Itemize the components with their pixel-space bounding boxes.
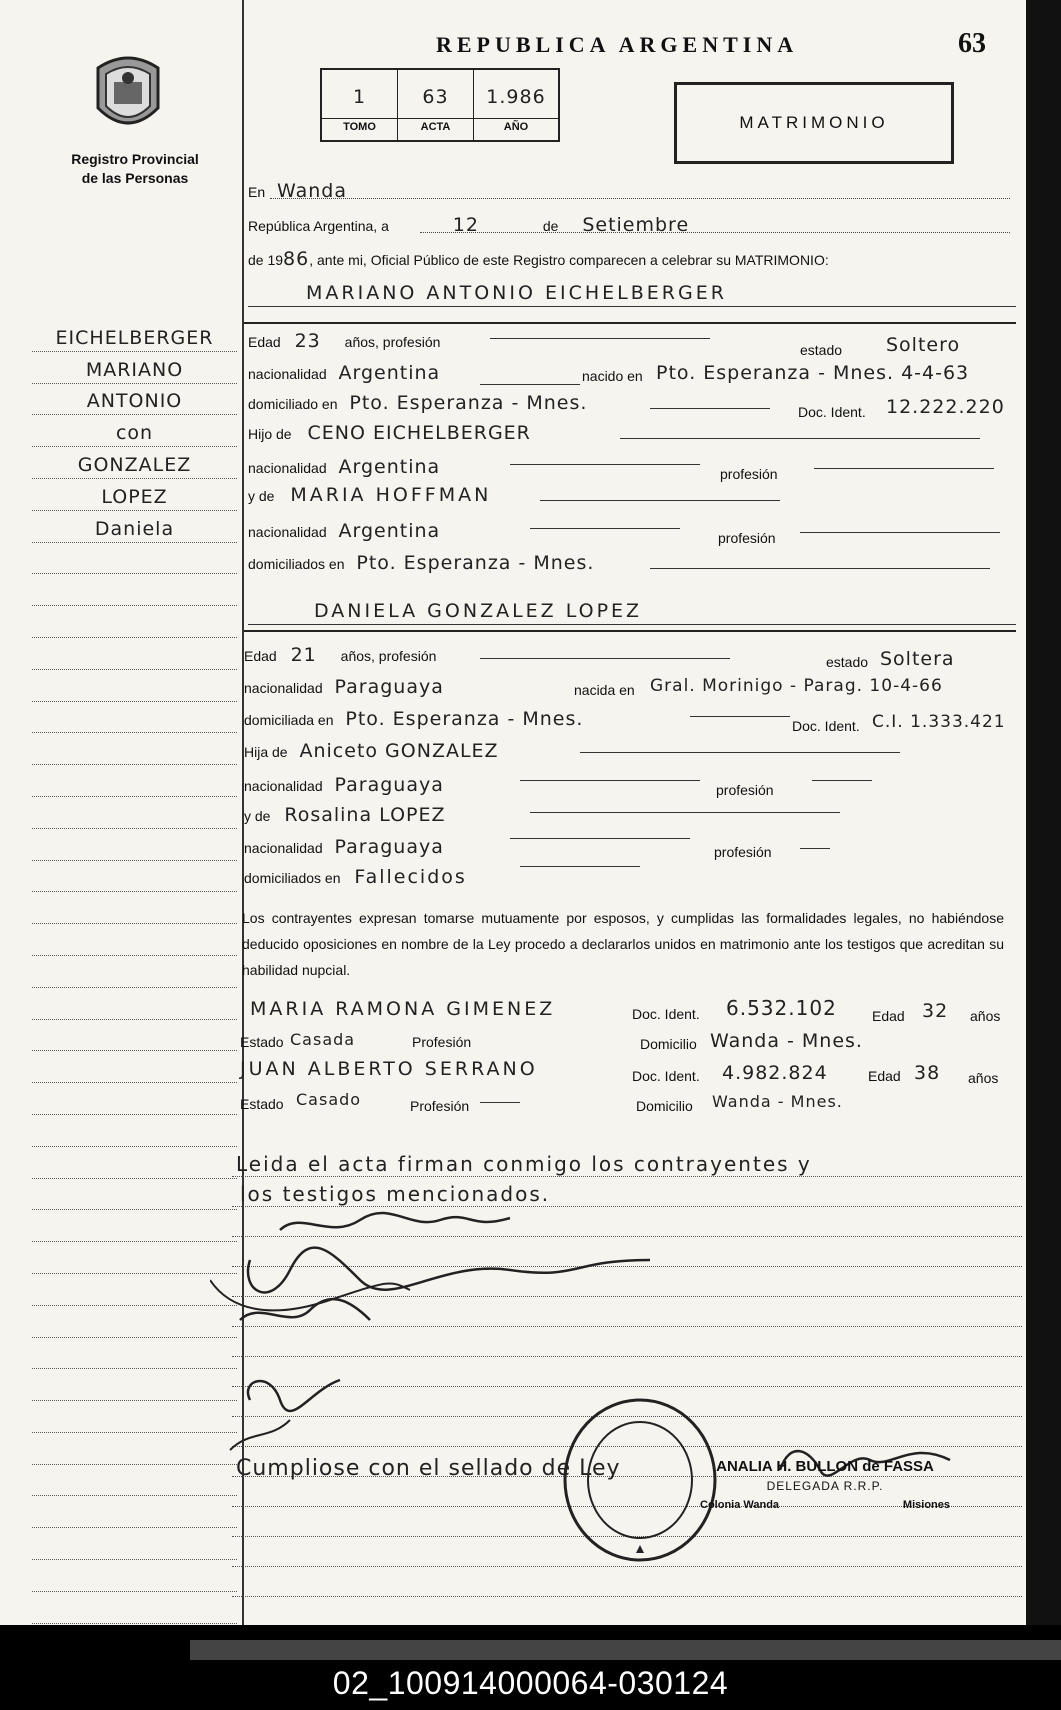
margin-line	[32, 1401, 237, 1433]
groom-mother-row: y de MARIA HOFFMAN	[248, 484, 492, 506]
margin-line	[32, 861, 237, 893]
groom-parents-dom-row: domiciliados en Pto. Esperanza - Mnes.	[248, 552, 595, 574]
official-stamp-icon	[560, 1395, 720, 1565]
margin-line	[32, 1274, 237, 1306]
intro-year-row: de 1986, ante mi, Oficial Público de este Registro comparecen a celebrar su MATRIMONIO:	[248, 248, 829, 270]
margin-line	[32, 1369, 237, 1401]
margin-line: MARIANO	[32, 352, 237, 384]
month-value: Setiembre	[582, 214, 690, 236]
margin-line	[32, 956, 237, 988]
tomo-cell: 1 TOMO	[322, 70, 398, 140]
margin-line	[32, 1465, 237, 1497]
stamp-note: Cumpliose con el sellado de Ley	[236, 1456, 621, 1481]
bride-father-nac-row: nacionalidad Paraguaya	[244, 774, 444, 796]
margin-line: Daniela	[32, 511, 237, 543]
page-edge	[1026, 0, 1061, 1625]
bride-father-row: Hija de Aniceto GONZALEZ	[244, 740, 499, 762]
margin-line	[32, 1179, 237, 1211]
provincial-seal-icon	[88, 48, 168, 138]
witness-2-name: JUAN ALBERTO SERRANO	[240, 1058, 538, 1080]
closing-line-2: los testigos mencionados.	[240, 1182, 551, 1206]
margin-line	[32, 1496, 237, 1528]
intro-date-row: República Argentina, a 12 de Setiembre	[248, 214, 690, 236]
margin-notes	[32, 320, 237, 1655]
groom-dom-row: domiciliado en Pto. Esperanza - Mnes.	[248, 392, 588, 414]
margin-line	[32, 638, 237, 670]
bride-dom-row: domiciliada en Pto. Esperanza - Mnes.	[244, 708, 584, 730]
registry-label: Registro Provincial de las Personas	[71, 151, 199, 186]
anio-cell: 1.986 AÑO	[474, 70, 558, 140]
margin-line	[32, 1306, 237, 1338]
margin-line	[32, 574, 237, 606]
margin-line: EICHELBERGER	[32, 320, 237, 352]
margin-line	[32, 1115, 237, 1147]
margin-line	[32, 702, 237, 734]
margin-line	[32, 797, 237, 829]
margin-line: ANTONIO	[32, 384, 237, 416]
closing-line-1: Leida el acta firman conmigo los contrayentes y	[236, 1152, 812, 1176]
document-page: Registro Provincial de las Personas EICHELBERGER MARIANO ANTONIO con GONZALEZ LOPEZ Daniela REPUBLICA ARGENTINA 63 1 TOMO 63 ACTA 1.986 AÑO MATRIMONIO En Wanda República Argentina, a 12 de Setiembre de 1986, ante mi, Oficial Público de este Registro comparecen a celebrar su MATRIMONIO: MARIANO ANTONIO EICHELBERGER Edad 23 años, profesión estado Soltero nacionalidad Argentina nacido en Pto. Esperanza - Mnes. 4-4-63 domiciliado en Pto. Esperanza - Mnes. Doc. Ident. 12.222.220 Hijo de CENO EICHELBERGER nacionalidad Argentina profesión y de MARIA HOFFMAN nacionalidad Argentina profesión domiciliados en Pto. Esperanza - Mnes. DANIELA GONZALEZ LOPEZ Edad 21 años, profesión estado Soltera nacionalidad Paraguaya nacida en Gral. Morinigo - Parag. 10-4-66 domiciliada en Pto. Esperanza - Mnes. Doc. Ident. C.I. 1.333.421 Hija de Aniceto GONZALEZ nacionalidad Paraguaya profesión y de Rosalina LOPEZ nacionalidad Paraguaya profesión domiciliados en Fallecidos Los contrayentes expresan tomarse mutuamente por esposos, y cumplidas las formalidades legales, no habiéndose deducido oposiciones en nombre de la Ley procedo a declararlos unidos en matrimonio ante los testigos que acreditan su habilidad nupcial. MARIA RAMONA GIMENEZ Doc. Ident. 6.532.102 Edad 32 años Estado Casada Profesión Domicilio Wanda - Mnes. JUAN ALBERTO SERRANO Doc. Ident. 4.982.824 Edad 38 años Estado Casado Profesión Domicilio Wanda - Mnes. Leida el acta firman conmigo los contrayentes y los testigos mencionados. Cumpliose con el sellado de Ley ANALIA H. BULLON de FASSA DELEGADA R.R.P. Colonia Wanda Misiones	[0, 0, 1030, 1625]
intro-place-row: En Wanda	[248, 180, 347, 202]
country-title: REPUBLICA ARGENTINA	[436, 32, 799, 57]
ruled-line	[232, 1596, 1022, 1597]
margin-line	[32, 1210, 237, 1242]
groom-edad-row: Edad 23 años, profesión	[248, 330, 441, 352]
witness-1-name: MARIA RAMONA GIMENEZ	[250, 998, 556, 1020]
margin-line	[32, 1338, 237, 1370]
margin-line	[32, 1051, 237, 1083]
margin-line: LOPEZ	[32, 479, 237, 511]
bride-parents-dom-row: domiciliados en Fallecidos	[244, 866, 467, 888]
place-value: Wanda	[277, 180, 347, 202]
margin-line	[32, 1147, 237, 1179]
bride-nac-row: nacionalidad Paraguaya	[244, 676, 444, 698]
bride-name: DANIELA GONZALEZ LOPEZ	[314, 600, 643, 622]
bride-mother-nac-row: nacionalidad Paraguaya	[244, 836, 444, 858]
officer-block: ANALIA H. BULLON de FASSA DELEGADA R.R.P. Colonia Wanda Misiones	[700, 1458, 950, 1511]
margin-line	[32, 733, 237, 765]
margin-line	[32, 1242, 237, 1274]
ruled-line	[232, 1176, 1022, 1177]
book-binder	[190, 1640, 1061, 1660]
bride-mother-row: y de Rosalina LOPEZ	[244, 804, 446, 826]
scan-id-label: 02_100914000064-030124	[332, 1665, 729, 1701]
margin-line: con	[32, 415, 237, 447]
margin-line	[32, 606, 237, 638]
page-number: 63	[958, 28, 986, 59]
margin-line	[32, 829, 237, 861]
groom-father-nac-row: nacionalidad Argentina	[248, 456, 441, 478]
ruled-line	[232, 1566, 1022, 1567]
groom-nac-row: nacionalidad Argentina	[248, 362, 441, 384]
margin-line	[32, 543, 237, 575]
declaration-text: Los contrayentes expresan tomarse mutuamente por esposos, y cumplidas las formalidades legales, no habiéndose deducido oposiciones en nombre de la Ley procedo a declararlos unidos en matrimonio ante los testigos que acreditan su habilidad nupcial.	[242, 910, 1004, 978]
document-type-box: MATRIMONIO	[674, 82, 954, 164]
tomo-acta-box	[320, 68, 560, 142]
margin-line	[32, 1433, 237, 1465]
margin-line	[32, 1528, 237, 1560]
margin-line	[32, 988, 237, 1020]
year-value: 86	[283, 248, 310, 270]
margin-line	[32, 1592, 237, 1624]
bride-edad-row: Edad 21 años, profesión	[244, 644, 437, 666]
groom-father-row: Hijo de CENO EICHELBERGER	[248, 422, 531, 444]
day-value: 12	[452, 214, 479, 236]
margin-line	[32, 1083, 237, 1115]
groom-name: MARIANO ANTONIO EICHELBERGER	[306, 282, 727, 304]
acta-cell: 63 ACTA	[398, 70, 474, 140]
margin-line	[32, 765, 237, 797]
margin-line	[32, 1020, 237, 1052]
margin-line: GONZALEZ	[32, 447, 237, 479]
margin-line	[32, 892, 237, 924]
margin-line	[32, 924, 237, 956]
margin-line	[32, 670, 237, 702]
margin-line	[32, 1560, 237, 1592]
groom-mother-nac-row: nacionalidad Argentina	[248, 520, 441, 542]
